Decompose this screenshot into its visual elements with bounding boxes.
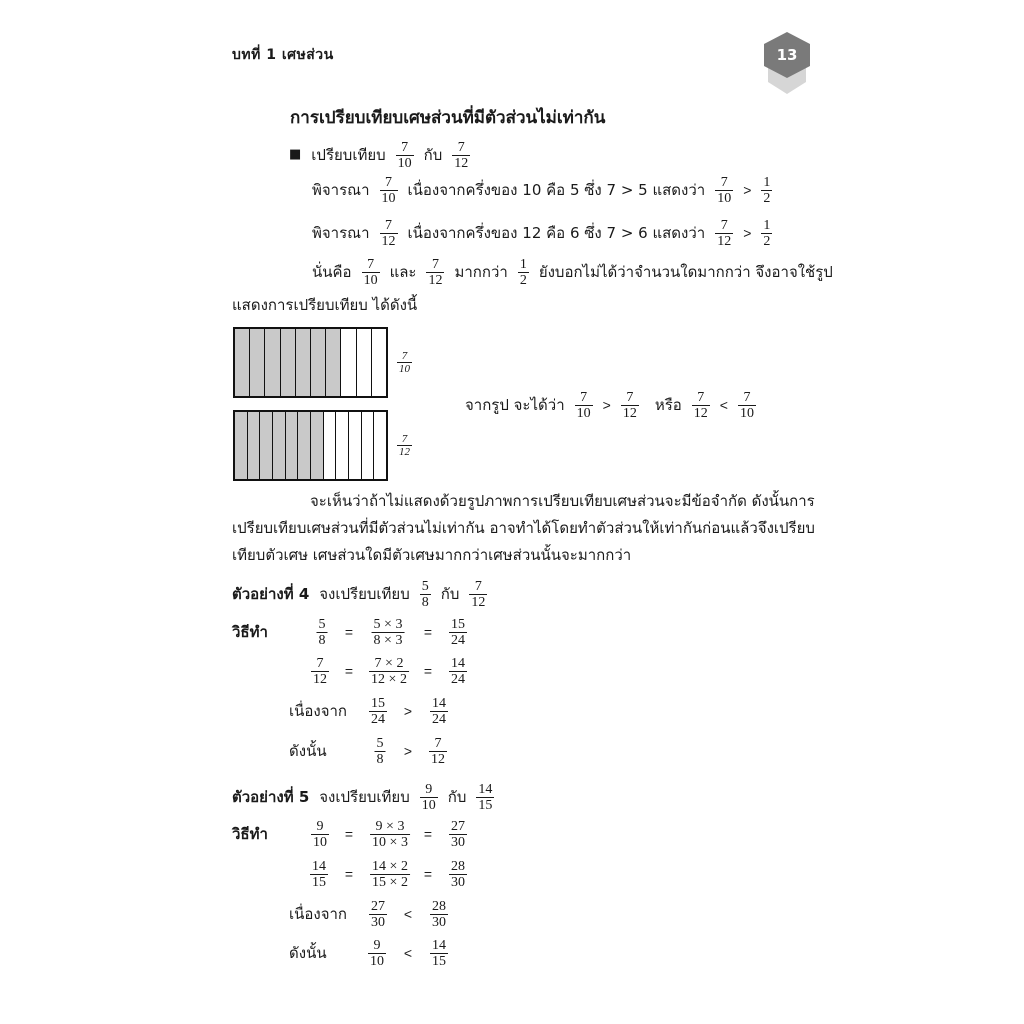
numerator: 7 [431, 256, 439, 272]
numerator: 15 [371, 695, 385, 711]
denominator: 10 [313, 834, 327, 850]
bar-cell-shaded [235, 329, 250, 396]
denominator: 2 [519, 272, 527, 288]
bar-cell-unshaded [349, 412, 362, 479]
fraction-second [426, 257, 444, 288]
denominator: 10 [717, 190, 732, 206]
denominator: 12 [313, 671, 327, 687]
example-4-step-2 [0, 655, 1024, 687]
denominator: 15 [478, 797, 493, 813]
bar-cell-shaded [311, 412, 324, 479]
running-header [232, 39, 334, 71]
therefore-label: ดังนั้น [289, 742, 327, 760]
example-4-since [0, 695, 1024, 727]
with-word: กับ [447, 788, 467, 806]
example-4-step-1 [0, 616, 1024, 648]
step-fraction [310, 858, 328, 890]
numerator: 9 [425, 781, 433, 797]
bar-cell-unshaded [374, 412, 386, 479]
denominator: 12 [428, 272, 443, 288]
equals-sign: = [423, 663, 433, 679]
denominator: 10 [363, 272, 378, 288]
fraction [311, 656, 329, 687]
figure-result-label: จากรูป จะได้ว่า [465, 396, 565, 414]
section-title-row [290, 102, 605, 134]
example-5-since [0, 898, 1024, 930]
consider-label: พิจารณา [312, 181, 370, 199]
since-fraction-b [430, 695, 448, 727]
fraction [449, 656, 467, 687]
fraction [369, 899, 387, 930]
denominator: 2 [763, 233, 771, 249]
and-word: และ [389, 263, 417, 281]
equals-sign: = [344, 866, 354, 882]
bar-cell-shaded [298, 412, 311, 479]
compare-label: เปรียบเทียบ [311, 146, 386, 164]
bar-rectangle [233, 327, 388, 398]
therefore-fraction-a [368, 937, 386, 969]
or-word: หรือ [654, 396, 682, 414]
denominator: 10 × 3 [372, 834, 408, 850]
since-label: เนื่องจาก [289, 905, 348, 923]
half-fraction [761, 218, 772, 249]
denominator: 2 [763, 190, 771, 206]
equivalent-fraction [449, 818, 467, 850]
equals-sign: = [344, 826, 354, 842]
bar-cell-shaded [286, 412, 299, 479]
equivalent-fraction [449, 616, 467, 648]
bar-cell-unshaded [372, 329, 386, 396]
consider-line-1 [312, 174, 772, 206]
example-5-heading [232, 781, 494, 813]
denominator: 30 [371, 914, 385, 930]
fraction [370, 819, 410, 850]
numerator: 7 [385, 217, 392, 233]
more-than-word: มากกว่า [454, 263, 508, 281]
paragraph-text: เปรียบเทียบเศษส่วนที่มีตัวส่วนไม่เท่ากัน อาจทำได้โดยทำตัวส่วนให้เท่ากันก่อนแล้วจึงเปรียบ [232, 519, 815, 537]
denominator: 24 [451, 671, 465, 687]
bar-rectangle [233, 410, 388, 481]
fraction [449, 617, 467, 648]
example-prompt: จงเปรียบเทียบ [319, 788, 410, 806]
conclusion-continuation: แสดงการเปรียบเทียบ ได้ดังนี้ [232, 296, 418, 314]
fraction-first [420, 782, 438, 813]
section-title: การเปรียบเทียบเศษส่วนที่มีตัวส่วนไม่เท่ากัน [290, 108, 606, 128]
equals-sign: = [344, 663, 354, 679]
fraction [449, 859, 467, 890]
example-prompt: จงเปรียบเทียบ [319, 585, 410, 603]
method-label: วิธีทำ [232, 623, 268, 641]
therefore-fraction-b [429, 735, 447, 767]
fraction [449, 819, 467, 850]
denominator: 24 [451, 632, 465, 648]
numerator: 5 [421, 578, 429, 594]
fraction [430, 899, 448, 930]
fraction [317, 617, 328, 648]
since-fraction-b [430, 898, 448, 930]
numerator: 1 [763, 174, 771, 190]
example-5-step-1 [0, 818, 1024, 850]
bar-cell-unshaded [362, 412, 375, 479]
denominator: 12 [622, 405, 637, 421]
bar-cell-shaded [260, 412, 273, 479]
step-fraction [311, 655, 329, 687]
intro-compare-line [289, 139, 470, 171]
bar-cell-shaded [311, 329, 326, 396]
denominator: 10 [399, 363, 410, 375]
expanded-fraction [372, 616, 405, 648]
comparison-operator: > [403, 743, 413, 759]
numerator: 14 [312, 858, 326, 874]
comparison-operator: > [743, 225, 752, 241]
fraction [368, 938, 386, 969]
numerator: 7 [626, 389, 634, 405]
since-label: เนื่องจาก [289, 702, 348, 720]
fraction-a [575, 390, 593, 421]
numerator: 7 [401, 139, 409, 155]
with-word: กับ [423, 146, 443, 164]
denominator: 12 [399, 446, 410, 458]
numerator: 27 [371, 898, 385, 914]
fraction [311, 819, 329, 850]
numerator: 14 [432, 937, 446, 953]
numerator: 14 [432, 695, 446, 711]
denominator: 8 × 3 [373, 632, 403, 648]
bar-cell-shaded [250, 329, 265, 396]
equivalent-fraction [449, 655, 467, 687]
numerator: 7 [580, 389, 588, 405]
paragraph-text: จะเห็นว่าถ้าไม่แสดงด้วยรูปภาพการเปรียบเทียบเศษส่วนจะมีข้อจำกัด ดังนั้นการ [310, 492, 815, 510]
denominator: 12 [381, 233, 396, 249]
numerator: 28 [432, 898, 446, 914]
bar-model-tenths [233, 327, 433, 398]
considered-fraction [380, 175, 398, 206]
bar-model-twelfths [233, 410, 433, 481]
denominator: 15 × 2 [372, 874, 408, 890]
bar-cell-shaded [326, 329, 341, 396]
denominator: 12 [717, 233, 732, 249]
bar-cell-unshaded [341, 329, 356, 396]
fraction-first [420, 579, 431, 610]
half-fraction [518, 257, 529, 288]
numerator: 27 [451, 818, 465, 834]
fraction-second [476, 782, 494, 813]
comparison-operator: < [403, 906, 413, 922]
denominator: 15 [432, 953, 446, 969]
comparison-operator: < [403, 945, 413, 961]
equals-sign: = [423, 866, 433, 882]
comparison-operator: > [403, 703, 413, 719]
example-4-heading [232, 578, 487, 610]
bar-cell-shaded [248, 412, 261, 479]
since-fraction-a [369, 898, 387, 930]
numerator: 7 [316, 655, 324, 671]
greater-than-operator: > [602, 397, 611, 413]
fraction-second [452, 140, 470, 171]
denominator: 12 [471, 594, 486, 610]
numerator: 7 [720, 217, 728, 233]
denominator: 10 [576, 405, 591, 421]
expanded-fraction [370, 818, 410, 850]
numerator: 7 [401, 350, 408, 362]
numerator: 1 [519, 256, 527, 272]
denominator: 8 [376, 751, 384, 767]
page-number-badge [760, 28, 814, 98]
method-label: วิธีทำ [232, 825, 268, 843]
consider-line-2 [312, 217, 772, 249]
fraction [372, 617, 405, 648]
numerator: 9 [316, 818, 324, 834]
denominator: 10 [370, 953, 384, 969]
bar-cell-unshaded [324, 412, 337, 479]
comparison-operator: > [743, 182, 752, 198]
bar-label-fraction [397, 433, 412, 458]
numerator: 1 [763, 217, 771, 233]
denominator: 10 [421, 797, 436, 813]
denominator: 12 [431, 751, 445, 767]
bar-cell-shaded [273, 412, 286, 479]
reasoning-text: เนื่องจากครึ่งของ 10 คือ 5 ซึ่ง 7 > 5 แสดงว่า [407, 181, 706, 199]
example-title: ตัวอย่างที่ 5 [232, 788, 310, 806]
fraction-first [362, 257, 380, 288]
fraction [310, 859, 328, 890]
numerator: 9 × 3 [375, 818, 405, 834]
numerator: 7 [474, 578, 482, 594]
bar-cell-shaded [265, 329, 280, 396]
numerator: 7 [401, 433, 408, 445]
bar-cell-shaded [281, 329, 296, 396]
numerator: 7 [743, 389, 751, 405]
equals-sign: = [423, 624, 433, 640]
therefore-label: ดังนั้น [289, 944, 327, 962]
numerator: 7 × 2 [374, 655, 404, 671]
denominator: 12 × 2 [371, 671, 407, 687]
fraction [430, 696, 448, 727]
less-than-operator: < [719, 397, 728, 413]
page-number: 13 [776, 46, 798, 64]
fraction [430, 938, 448, 969]
consider-label: พิจารณา [312, 224, 370, 242]
denominator: 12 [454, 155, 469, 171]
bar-cell-unshaded [336, 412, 349, 479]
numerator: 14 [478, 781, 493, 797]
numerator: 14 × 2 [372, 858, 408, 874]
example-title: ตัวอย่างที่ 4 [232, 585, 310, 603]
result-fraction [715, 218, 733, 249]
numerator: 15 [451, 616, 465, 632]
example-4-therefore [0, 735, 1024, 767]
fraction [369, 656, 409, 687]
fraction [429, 736, 447, 767]
numerator: 7 [697, 389, 705, 405]
conclusion-continuation-line [232, 289, 417, 321]
numerator: 5 × 3 [373, 616, 403, 632]
denominator: 30 [451, 834, 465, 850]
fraction [369, 696, 387, 727]
numerator: 7 [720, 174, 728, 190]
denominator: 10 [381, 190, 396, 206]
considered-fraction [380, 218, 398, 249]
expanded-fraction [369, 655, 409, 687]
conclusion-line [312, 256, 833, 288]
bullet-square-icon: ■ [289, 147, 302, 162]
bar-label-fraction [397, 350, 412, 375]
denominator: 30 [451, 874, 465, 890]
fraction-second [469, 579, 487, 610]
denominator: 30 [432, 914, 446, 930]
result-fraction [715, 175, 733, 206]
numerator: 7 [385, 174, 392, 190]
step-fraction [311, 818, 329, 850]
equals-sign: = [344, 624, 354, 640]
example-5-step-2 [0, 858, 1024, 890]
numerator: 7 [367, 256, 375, 272]
example-5-therefore [0, 937, 1024, 969]
reasoning-text: เนื่องจากครึ่งของ 12 คือ 6 ซึ่ง 7 > 6 แสดงว่า [407, 224, 706, 242]
fraction-d [738, 390, 756, 421]
expanded-fraction [370, 858, 410, 890]
paragraph-text: เทียบตัวเศษ เศษส่วนใดมีตัวเศษมากกว่าเศษส่วนนั้นจะมากกว่า [232, 546, 632, 564]
denominator: 12 [693, 405, 708, 421]
numerator: 28 [451, 858, 465, 874]
denominator: 10 [739, 405, 754, 421]
numerator: 5 [376, 735, 384, 751]
denominator: 8 [421, 594, 429, 610]
fraction [375, 736, 386, 767]
chapter-title: บทที่ 1 เศษส่วน [232, 47, 334, 63]
numerator: 14 [451, 655, 465, 671]
numerator: 7 [434, 735, 442, 751]
fraction-b [621, 390, 639, 421]
conclusion-label: นั่นคือ [312, 263, 352, 281]
numerator: 7 [457, 139, 465, 155]
therefore-fraction-a [375, 735, 386, 767]
since-fraction-a [369, 695, 387, 727]
bar-cell-shaded [235, 412, 248, 479]
therefore-fraction-b [430, 937, 448, 969]
figure-result-line [465, 389, 756, 421]
fraction-first [396, 140, 414, 171]
denominator: 10 [397, 155, 412, 171]
conclusion-text: ยังบอกไม่ได้ว่าจำนวนใดมากกว่า จึงอาจใช้รูป [538, 263, 833, 281]
step-fraction [317, 616, 328, 648]
paragraph-line-3 [232, 539, 631, 571]
half-fraction [761, 175, 772, 206]
with-word: กับ [440, 585, 460, 603]
bar-cell-unshaded [357, 329, 372, 396]
equals-sign: = [423, 826, 433, 842]
equivalent-fraction [449, 858, 467, 890]
fraction-c [692, 390, 710, 421]
numerator: 9 [373, 937, 381, 953]
bar-cell-shaded [296, 329, 311, 396]
denominator: 24 [371, 711, 385, 727]
denominator: 8 [318, 632, 326, 648]
fraction [370, 859, 410, 890]
denominator: 15 [312, 874, 326, 890]
numerator: 5 [318, 616, 326, 632]
denominator: 24 [432, 711, 446, 727]
